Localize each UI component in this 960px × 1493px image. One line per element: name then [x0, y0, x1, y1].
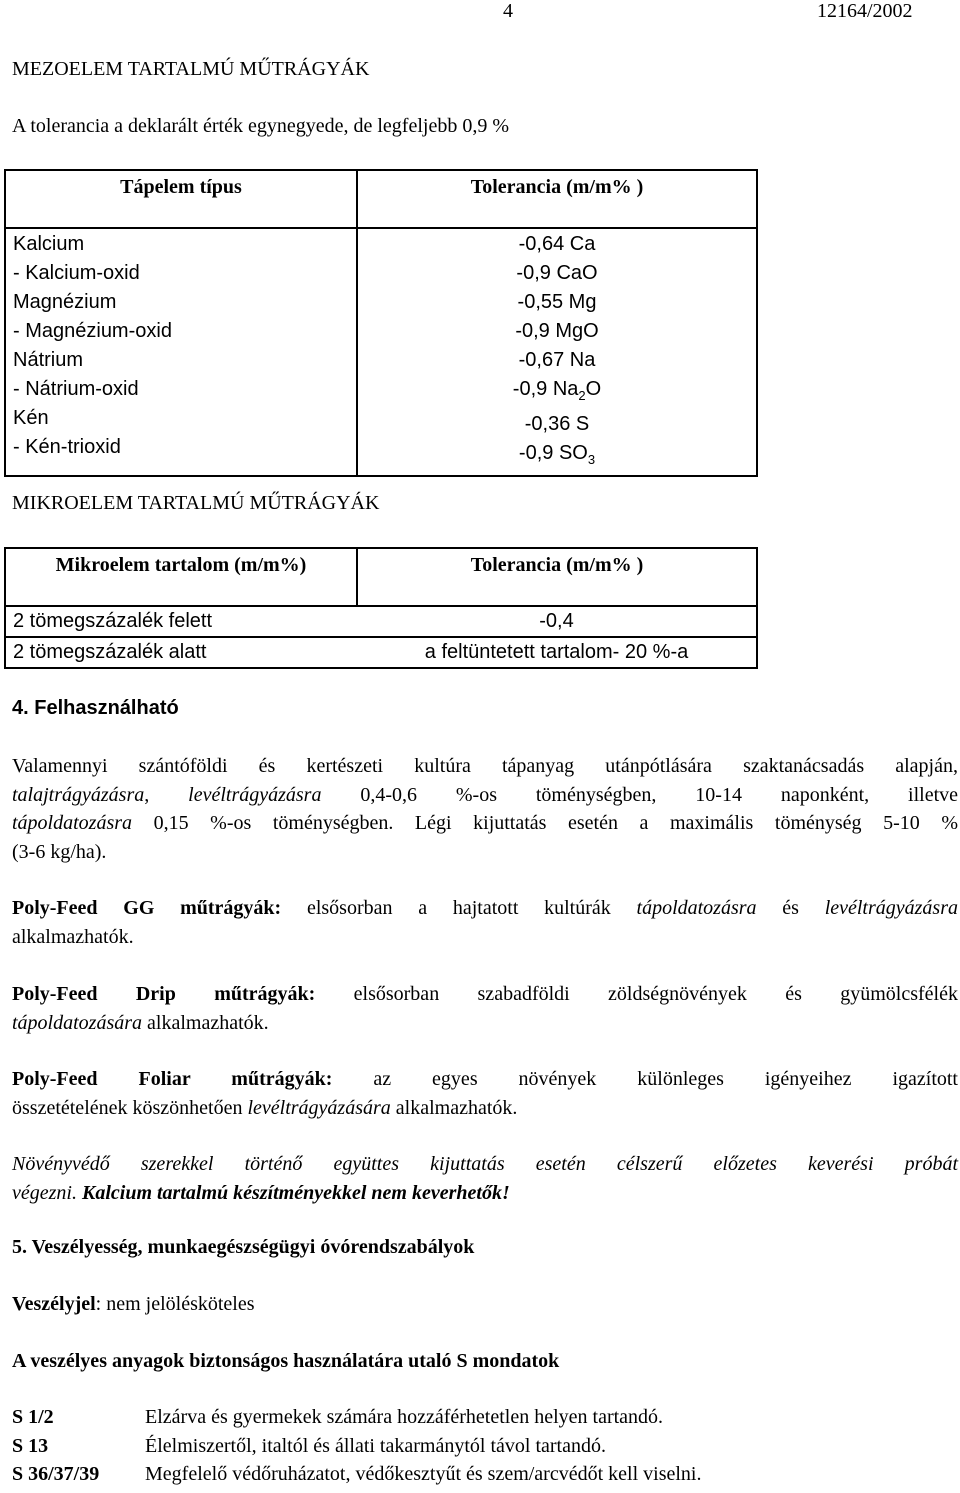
nutrient-list: [13, 230, 356, 462]
nutrient-name: Magnézium: [13, 291, 117, 313]
tolerance-value: -0,55 Mg: [517, 291, 597, 313]
s-phrase-text: Élelmiszertől, italtól és állati takarmánytól távol tartandó.: [145, 1435, 606, 1457]
hazard-symbol-value: : nem jelölésköteles: [95, 1293, 255, 1315]
tolerance-value: -0,64 Ca: [518, 233, 596, 255]
mezo-title: MEZOELEM TARTALMÚ MŰTRÁGYÁK: [12, 58, 370, 80]
drip-paragraph: [12, 980, 958, 1037]
mikro-row-value: -0,4: [539, 610, 574, 632]
mikro-col1-header: Mikroelem tartalom (m/m%): [5, 548, 357, 606]
mezo-table-header: [5, 170, 757, 228]
mikro-row-above: [5, 606, 757, 637]
nutrient-name: Nátrium: [13, 349, 84, 371]
nutrient-oxide: - Magnézium-oxid: [13, 320, 172, 342]
s-phrase-text: Megfelelő védőruházatot, védőkesztyűt és szem/arcvédőt kell viselni.: [145, 1463, 702, 1485]
section5-heading: 5. Veszélyesség, munkaegészségügyi óvórendszabályok: [12, 1236, 475, 1258]
usage-paragraph: [12, 752, 958, 866]
mixing-line: Növényvédő szerekkel történő együttes kijuttatás esetén célszerű előzetes keverési próbát: [12, 1153, 958, 1175]
mikro-row-above-cell: [5, 606, 757, 637]
foliar-line: összetételének köszönhetően levéltrágyázására alkalmazhatók.: [12, 1096, 518, 1119]
mixing-paragraph: [12, 1150, 958, 1207]
mikro-table: [4, 547, 758, 669]
mikro-row-below-cell: [5, 637, 757, 668]
nutrient-name: Kén: [13, 407, 49, 429]
mezo-note: A tolerancia a deklarált érték egynegyede, de legfeljebb 0,9 %: [12, 115, 509, 137]
tolerance-value: -0,67 Na: [518, 349, 596, 371]
tolerance-value: -0,9 CaO: [516, 262, 598, 284]
hazard-symbol-label: Veszélyjel: [12, 1293, 96, 1315]
nutrient-oxide: - Nátrium-oxid: [13, 378, 139, 400]
drip-line: tápoldatozására alkalmazhatók.: [12, 1011, 269, 1034]
drip-line: Poly-Feed Drip műtrágyák: elsősorban szabadföldi zöldségnövények és gyümölcsfélék: [12, 983, 958, 1005]
gg-paragraph: [12, 894, 958, 951]
mikro-title: MIKROELEM TARTALMÚ MŰTRÁGYÁK: [12, 492, 380, 514]
tolerance-value: -0,9 MgO: [515, 320, 599, 342]
s-phrase-code: S 13: [12, 1435, 49, 1457]
usage-line: tápoldatozásra 0,15 %-os töménységben. Légi kijuttatás esetén a maximális töménység 5-10 %: [12, 812, 958, 834]
mezo-table-body: [5, 228, 757, 476]
mezo-table: [4, 169, 758, 477]
document-id: 12164/2002: [817, 0, 913, 22]
tolerance-value: -0,9 $Na_2O$: [512, 378, 602, 403]
s-phrase-code: S 1/2: [12, 1406, 54, 1428]
mikro-row-label: 2 tömegszázalék alatt: [13, 641, 207, 663]
s-phrase-text: Elzárva és gyermekek számára hozzáférhetetlen helyen tartandó.: [145, 1406, 664, 1428]
s-phrase-code: S 36/37/39: [12, 1463, 100, 1485]
tolerance-list: [358, 230, 756, 474]
page-number: 4: [503, 0, 513, 22]
tolerance-value: -0,9 $SO_3$: [518, 442, 596, 467]
tolerance-value: -0,36 S: [524, 413, 590, 435]
nutrient-oxide: - Kén-trioxid: [13, 436, 121, 458]
foliar-line: Poly-Feed Foliar műtrágyák: az egyes növények különleges igényeihez igazított: [12, 1068, 958, 1090]
mezo-tolerance-cell: [357, 228, 757, 476]
gg-line: alkalmazhatók.: [12, 925, 134, 948]
mikro-row-label: 2 tömegszázalék felett: [13, 610, 212, 632]
mikro-col2-header: Tolerancia (m/m% ): [357, 548, 757, 606]
mezo-col1-header: Tápelem típus: [5, 170, 357, 228]
usage-line: (3-6 kg/ha).: [12, 840, 107, 863]
hazard-symbol-line: [12, 1293, 255, 1316]
mezo-col2-header: Tolerancia (m/m% ): [357, 170, 757, 228]
gg-line: Poly-Feed GG műtrágyák: elsősorban a hajtatott kultúrák tápoldatozásra és levéltrágyázásra: [12, 897, 958, 919]
s-phrases-heading: A veszélyes anyagok biztonságos használatára utaló S mondatok: [12, 1350, 560, 1372]
mikro-row-value: a feltüntetett tartalom- 20 %-a: [424, 641, 689, 663]
mikro-row-below: [5, 637, 757, 668]
mixing-line: végezni. Kalcium tartalmú készítményekkel nem keverhetők!: [12, 1181, 510, 1204]
section4-heading: 4. Felhasználható: [12, 697, 179, 719]
mikro-table-header: [5, 548, 757, 606]
nutrient-oxide: - Kalcium-oxid: [13, 262, 140, 284]
usage-line: talajtrágyázásra, levéltrágyázásra 0,4-0,6 %-os töménységben, 10-14 naponként, illetve: [12, 783, 958, 806]
nutrient-name: Kalcium: [13, 233, 85, 255]
mezo-names-cell: [5, 228, 357, 476]
foliar-paragraph: [12, 1065, 958, 1122]
usage-line: Valamennyi szántóföldi és kertészeti kultúra tápanyag utánpótlására szaktanácsadás alapján,: [12, 755, 958, 777]
